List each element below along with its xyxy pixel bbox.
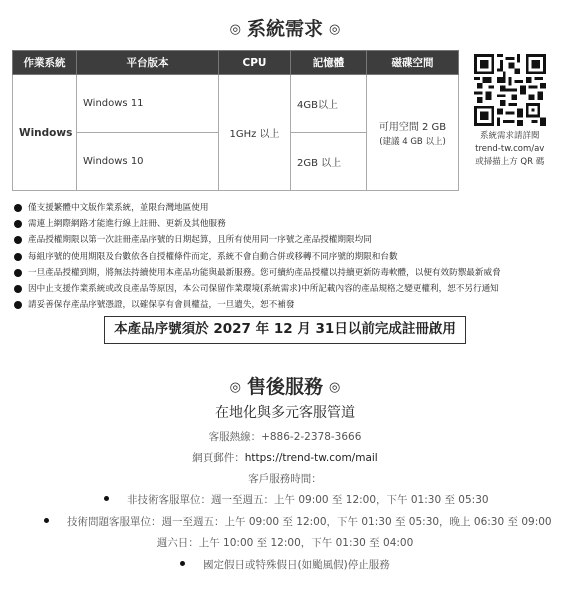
- note-item: 因中止支援作業系統或改良產品等原因，本公司保留作業環境(系統需求)中所記載內容的產品規格之變更權利，恕不另行通知: [12, 281, 564, 297]
- platform-windows11: Windows 11: [77, 75, 219, 133]
- header-os: 作業系統: [13, 51, 77, 75]
- service-hours-item: [44, 514, 552, 529]
- service-hours-text: 國定假日或特殊假日(如颱風假)停止服務: [203, 559, 390, 571]
- note-item: 一旦產品授權到期，將無法持續使用本產品功能與最新服務。您可續約產品授權以持續更新防毒軟體，以便有效防禦最新威脅: [12, 265, 564, 281]
- after-sales-service-title-text: 售後服務: [246, 376, 323, 398]
- service-hours-item: [180, 557, 390, 572]
- circle-mark-icon: ◎: [329, 22, 341, 37]
- web-mail-link[interactable]: https://trend-tw.com/mail: [244, 452, 378, 464]
- qr-code-icon: [474, 54, 546, 126]
- circle-mark-icon: ◎: [229, 22, 241, 37]
- platform-windows10: Windows 10: [77, 133, 219, 191]
- header-platform: 平台版本: [77, 51, 219, 75]
- disk-cell: [367, 75, 459, 191]
- service-hours-text: 非技術客服單位：週一至週五：上午 09:00 至 12:00，下午 01:30 至 05:30: [127, 494, 489, 506]
- registration-deadline-box: 本產品序號須於 2027 年 12 月 31日以前完成註冊啟用: [104, 316, 466, 344]
- web-label: 網頁郵件：: [192, 452, 245, 464]
- circle-mark-icon: ◎: [229, 380, 241, 395]
- note-item: 請妥善保存產品序號憑證，以確保享有會員權益，一旦遺失，恕不補發: [12, 297, 564, 313]
- header-memory: 記憶體: [291, 51, 367, 75]
- memory-windows11: 4GB以上: [291, 75, 367, 133]
- memory-windows10: 2GB 以上: [291, 133, 367, 191]
- service-hours-label: 客戶服務時間：: [248, 473, 322, 485]
- requirements-table: [12, 50, 561, 191]
- bullet-dot-icon: [44, 518, 49, 523]
- bullet-dot-icon: [180, 561, 185, 566]
- service-subtitle: 在地化與多元客服管道: [215, 405, 355, 421]
- disk-space-note: (建議 4 GB 以上): [379, 137, 446, 147]
- phone-label: 客服熱線：: [208, 431, 262, 443]
- notes-list: [12, 200, 564, 313]
- os-cell: Windows: [13, 75, 77, 191]
- system-requirements-title: [0, 14, 570, 41]
- qr-caption-line-2: trend-tw.com/av: [475, 143, 545, 154]
- header-disk: 磁碟空間: [367, 51, 459, 75]
- requirements-header-row: [13, 51, 561, 75]
- qr-panel: [459, 51, 561, 191]
- note-item: 僅支援繁體中文版作業系統，並限台灣地區使用: [12, 200, 564, 216]
- after-sales-service-title: [0, 372, 570, 399]
- service-hours-item: [104, 492, 489, 507]
- disk-space: 可用空間 2 GB: [378, 122, 447, 133]
- header-cpu: CPU: [219, 51, 291, 75]
- service-hours-text: 技術問題客服單位：週一至週五：上午 09:00 至 12:00，下午 01:30 至 05:30，晚上 06:30 至 09:00: [67, 516, 552, 528]
- phone-number: +886-2-2378-3666: [261, 431, 362, 443]
- circle-mark-icon: ◎: [329, 380, 341, 395]
- weekend-hours: 週六日：上午 10:00 至 12:00，下午 01:30 至 04:00: [156, 537, 414, 549]
- system-requirements-title-text: 系統需求: [246, 18, 323, 40]
- qr-caption-line-1: 系統需求請詳閱: [479, 130, 540, 141]
- cpu-cell: 1GHz 以上: [219, 75, 291, 191]
- note-item: 需連上網際網路才能進行線上註冊、更新及其他服務: [12, 216, 564, 232]
- service-phone-line: [0, 429, 570, 444]
- bullet-dot-icon: [104, 496, 109, 501]
- qr-caption-line-3: 或掃描上方 QR 碼: [475, 156, 545, 167]
- service-web-line: [0, 450, 570, 465]
- note-item: 產品授權期限以第一次註冊產品序號的日期起算，且所有使用同一序號之產品授權期限均同: [12, 232, 564, 248]
- note-item: 每組序號的使用期限及台數依各自授權條件而定，系統不會自動合併或移轉不同序號的期限和台數: [12, 249, 564, 265]
